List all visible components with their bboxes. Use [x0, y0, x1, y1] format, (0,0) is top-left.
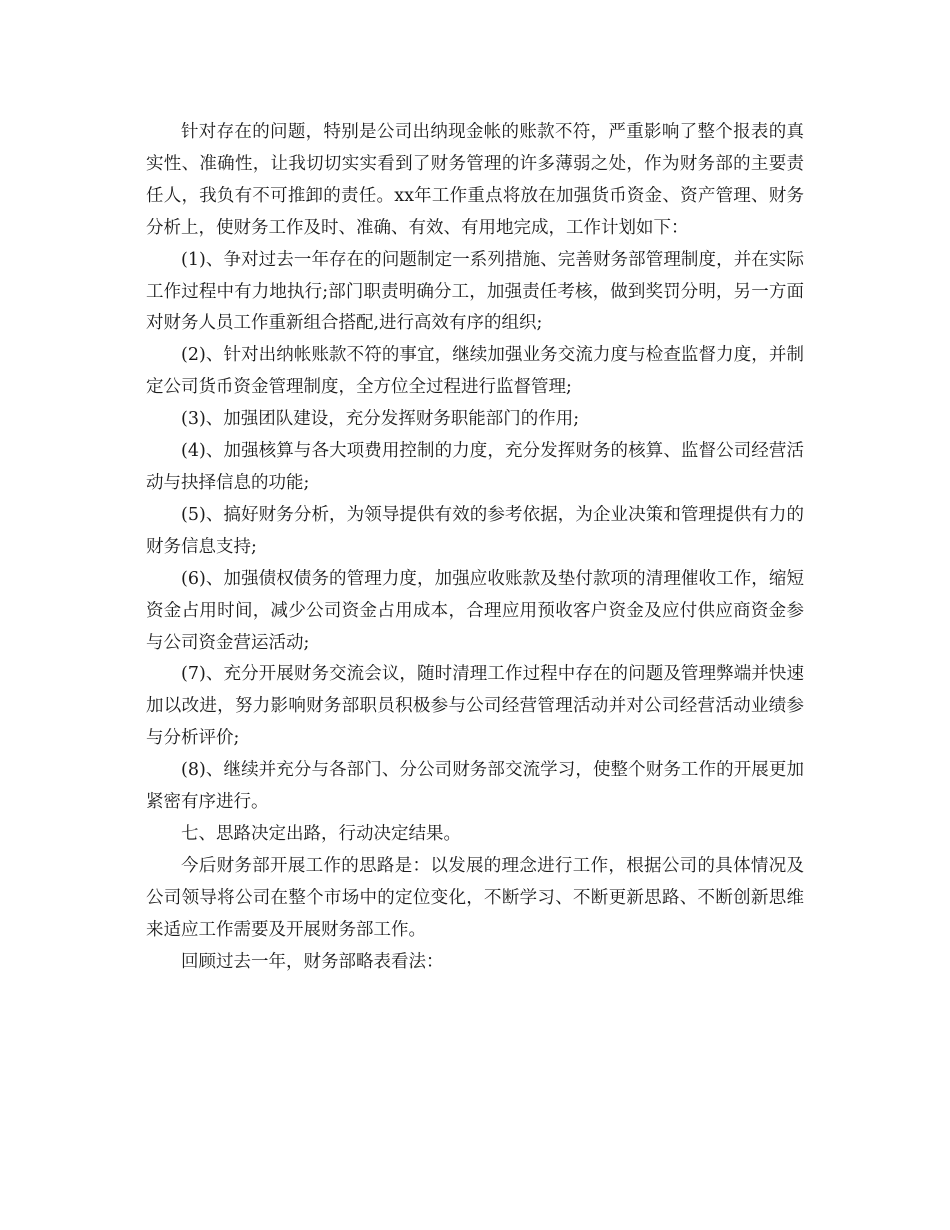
paragraph-item-4: (4)、加强核算与各大项费用控制的力度，充分发挥财务的核算、监督公司经营活动与抉择信息的功能; — [146, 441, 804, 493]
paragraph-item-3: (3)、加强团队建设，充分发挥财务职能部门的作用; — [181, 409, 580, 430]
paragraph-item-8: (8)、继续并充分与各部门、分公司财务部交流学习，使整个财务工作的开展更加紧密有序进行。 — [146, 760, 804, 813]
section-heading: 七、思路决定出路，行动决定结果。 — [181, 823, 461, 844]
paragraph-item-1: (1)、争对过去一年存在的问题制定一系列措施、完善财务部管理制度，并在实际工作过程中有力地执行;部门职责明确分工，加强责任考核，做到奖罚分明，另一方面对财务人员工作重新组合搭配,进行高效有序的组织; — [146, 249, 804, 334]
paragraph-item-7: (7)、充分开展财务交流会议，随时清理工作过程中存在的问题及管理弊端并快速加以改进，努力影响财务部职员积极参与公司经营管理活动并对公司经营活动业绩参与分析评价; — [146, 664, 804, 749]
paragraph-intro: 针对存在的问题，特别是公司出纳现金帐的账款不符，严重影响了整个报表的真实性、准确性，让我切切实实看到了财务管理的许多薄弱之处，作为财务部的主要责任人，我负有不可推卸的责任。xx年工作重点将放在加强货币资金、资产管理、财务分析上，使财务工作及时、准确、有效、有用地完成，工作计划如下： — [146, 122, 804, 238]
paragraph-item-2: (2)、针对出纳帐账款不符的事宜，继续加强业务交流力度与检查监督力度，并制定公司货币资金管理制度，全方位全过程进行监督管理; — [146, 345, 804, 398]
paragraph-review: 回顾过去一年，财务部略表看法： — [181, 951, 444, 972]
paragraph-approach: 今后财务部开展工作的思路是：以发展的理念进行工作，根据公司的具体情况及公司领导将公司在整个市场中的定位变化，不断学习、不断更新思路、不断创新思维来适应工作需要及开展财务部工作。 — [146, 855, 804, 940]
paragraph-item-6: (6)、加强债权债务的管理力度，加强应收账款及垫付款项的清理催收工作，缩短资金占用时间，减少公司资金占用成本，合理应用预收客户资金及应付供应商资金参与公司资金营运活动; — [146, 568, 804, 653]
document-body — [146, 117, 804, 978]
paragraph-item-5: (5)、搞好财务分析，为领导提供有效的参考依据，为企业决策和管理提供有力的财务信息支持; — [146, 504, 804, 557]
